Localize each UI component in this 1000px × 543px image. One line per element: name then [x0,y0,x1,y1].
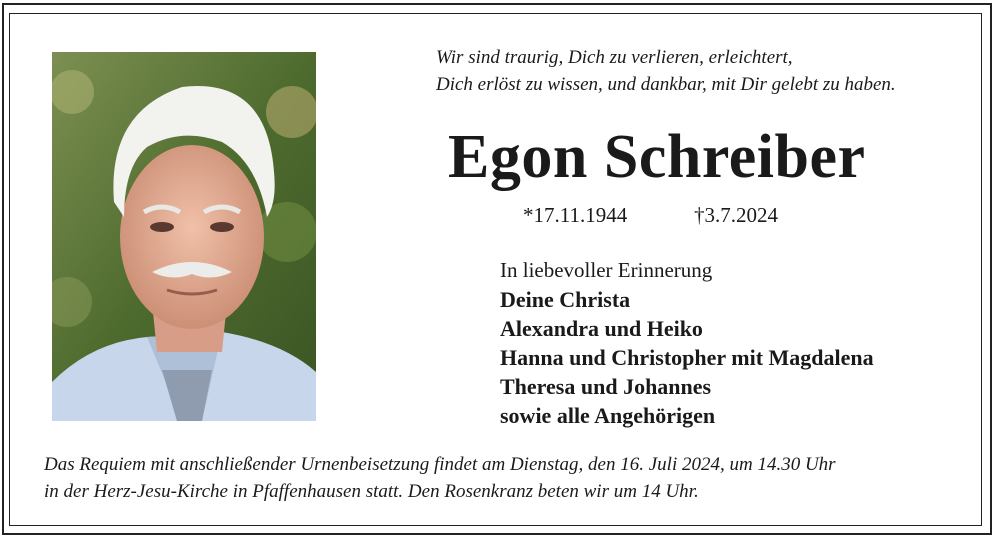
portrait-photo [52,52,316,421]
mourner-name: Deine Christa [500,287,631,312]
mourner-name: Hanna und Christopher mit Magdalena [500,345,874,370]
death-date: †3.7.2024 [694,203,778,227]
service-info [44,451,974,505]
quote-line-1: Wir sind traurig, Dich zu verlieren, erleichtert, [436,47,793,68]
memorial-quote [436,44,976,98]
mourners-intro: In liebevoller Erinnerung [500,258,713,282]
mourner-name: Theresa und Johannes [500,374,712,399]
service-info-line-1: Das Requiem mit anschließender Urnenbeisetzung findet am Dienstag, den 16. Juli 2024, um 14.30 Uhr [44,454,836,475]
deceased-name: Egon Schreiber [448,123,866,191]
service-info-line-2: in der Herz-Jesu-Kirche in Pfaffenhausen statt. Den Rosenkranz beten wir um 14 Uhr. [44,481,699,502]
mourner-name: Alexandra und Heiko [500,316,703,341]
mourner-name: sowie alle Angehörigen [500,403,716,428]
birth-date: *17.11.1944 [523,203,628,227]
quote-line-2: Dich erlöst zu wissen, und dankbar, mit Dir gelebt zu haben. [436,74,896,95]
mourners-list [500,256,874,430]
